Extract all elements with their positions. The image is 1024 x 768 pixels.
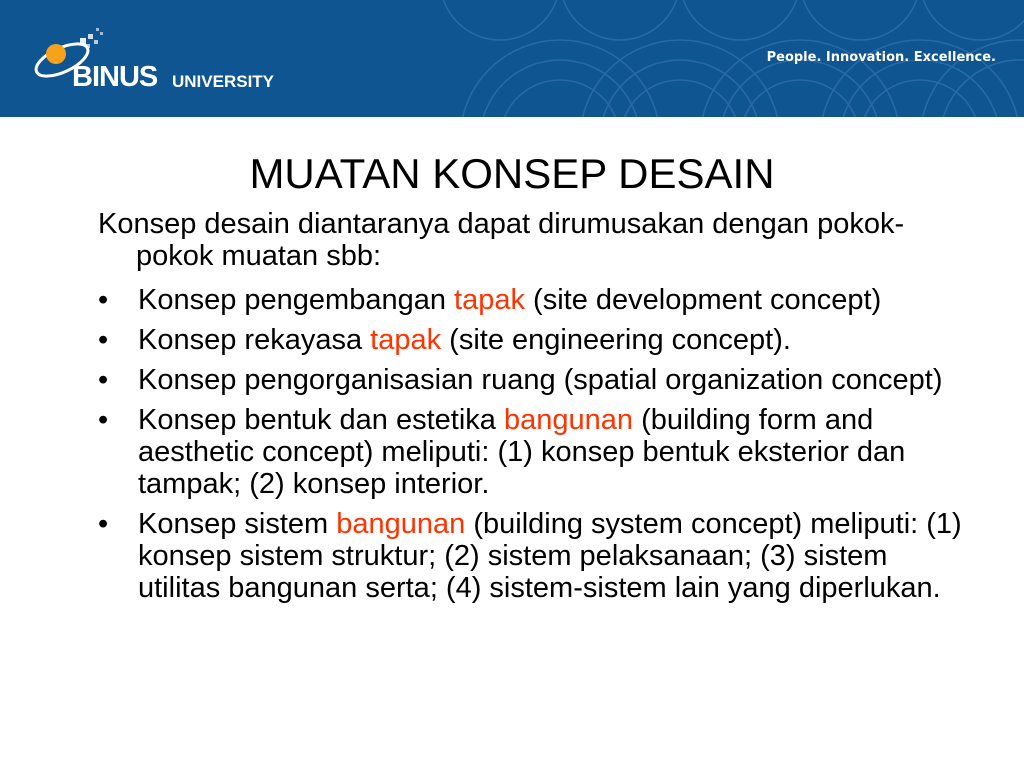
header-banner [0, 0, 1024, 117]
bullet-dot-icon: • [98, 284, 109, 316]
bullet-dot-icon: • [98, 404, 109, 436]
bullet-item [98, 508, 968, 604]
intro-paragraph: Konsep desain diantaranya dapat dirumusakan dengan pokok-pokok muatan sbb: [98, 208, 905, 272]
bullet-text: Konsep rekayasa [138, 324, 371, 356]
brand-name: BINUS [72, 61, 158, 93]
bullet-highlight-text: bangunan [503, 404, 634, 436]
bullet-highlight-text: tapak [454, 284, 525, 316]
bullet-text: (site engineering concept). [441, 324, 791, 356]
bullet-highlight-text: tapak [370, 324, 442, 356]
bullet-text: Konsep sistem [138, 508, 337, 540]
bullet-item [98, 284, 968, 316]
brand-subtitle: UNIVERSITY [172, 72, 275, 91]
bullet-item [98, 364, 968, 396]
bullet-list [98, 284, 968, 604]
bullet-dot-icon: • [98, 324, 109, 356]
bullet-dot-icon: • [98, 508, 109, 540]
bullet-dot-icon: • [98, 364, 109, 396]
slide-body [98, 208, 968, 612]
bullet-highlight-text: bangunan [336, 508, 466, 540]
tagline: People. Innovation. Excellence. [766, 50, 996, 65]
bullet-item [98, 324, 968, 356]
bullet-text: Konsep bentuk dan estetika [138, 404, 504, 436]
bullet-text: (building form and aesthetic concept) meliputi: (1) konsep bentuk eksterior dan tampak; (2) konsep interior. [138, 404, 906, 500]
bullet-item [98, 404, 968, 500]
bullet-text: Konsep pengembangan [138, 284, 455, 316]
bullet-text: (building system concept) meliputi: (1) konsep sistem struktur; (2) sistem pelaksanaan; (3) sistem utilitas bangunan serta; (4) sistem-sistem lain yang diperlukan. [138, 508, 962, 604]
slide-title: MUATAN KONSEP DESAIN [249, 150, 775, 197]
bullet-text: Konsep pengorganisasian ruang (spatial organization concept) [138, 364, 943, 396]
bullet-text: (site development concept) [525, 284, 882, 316]
